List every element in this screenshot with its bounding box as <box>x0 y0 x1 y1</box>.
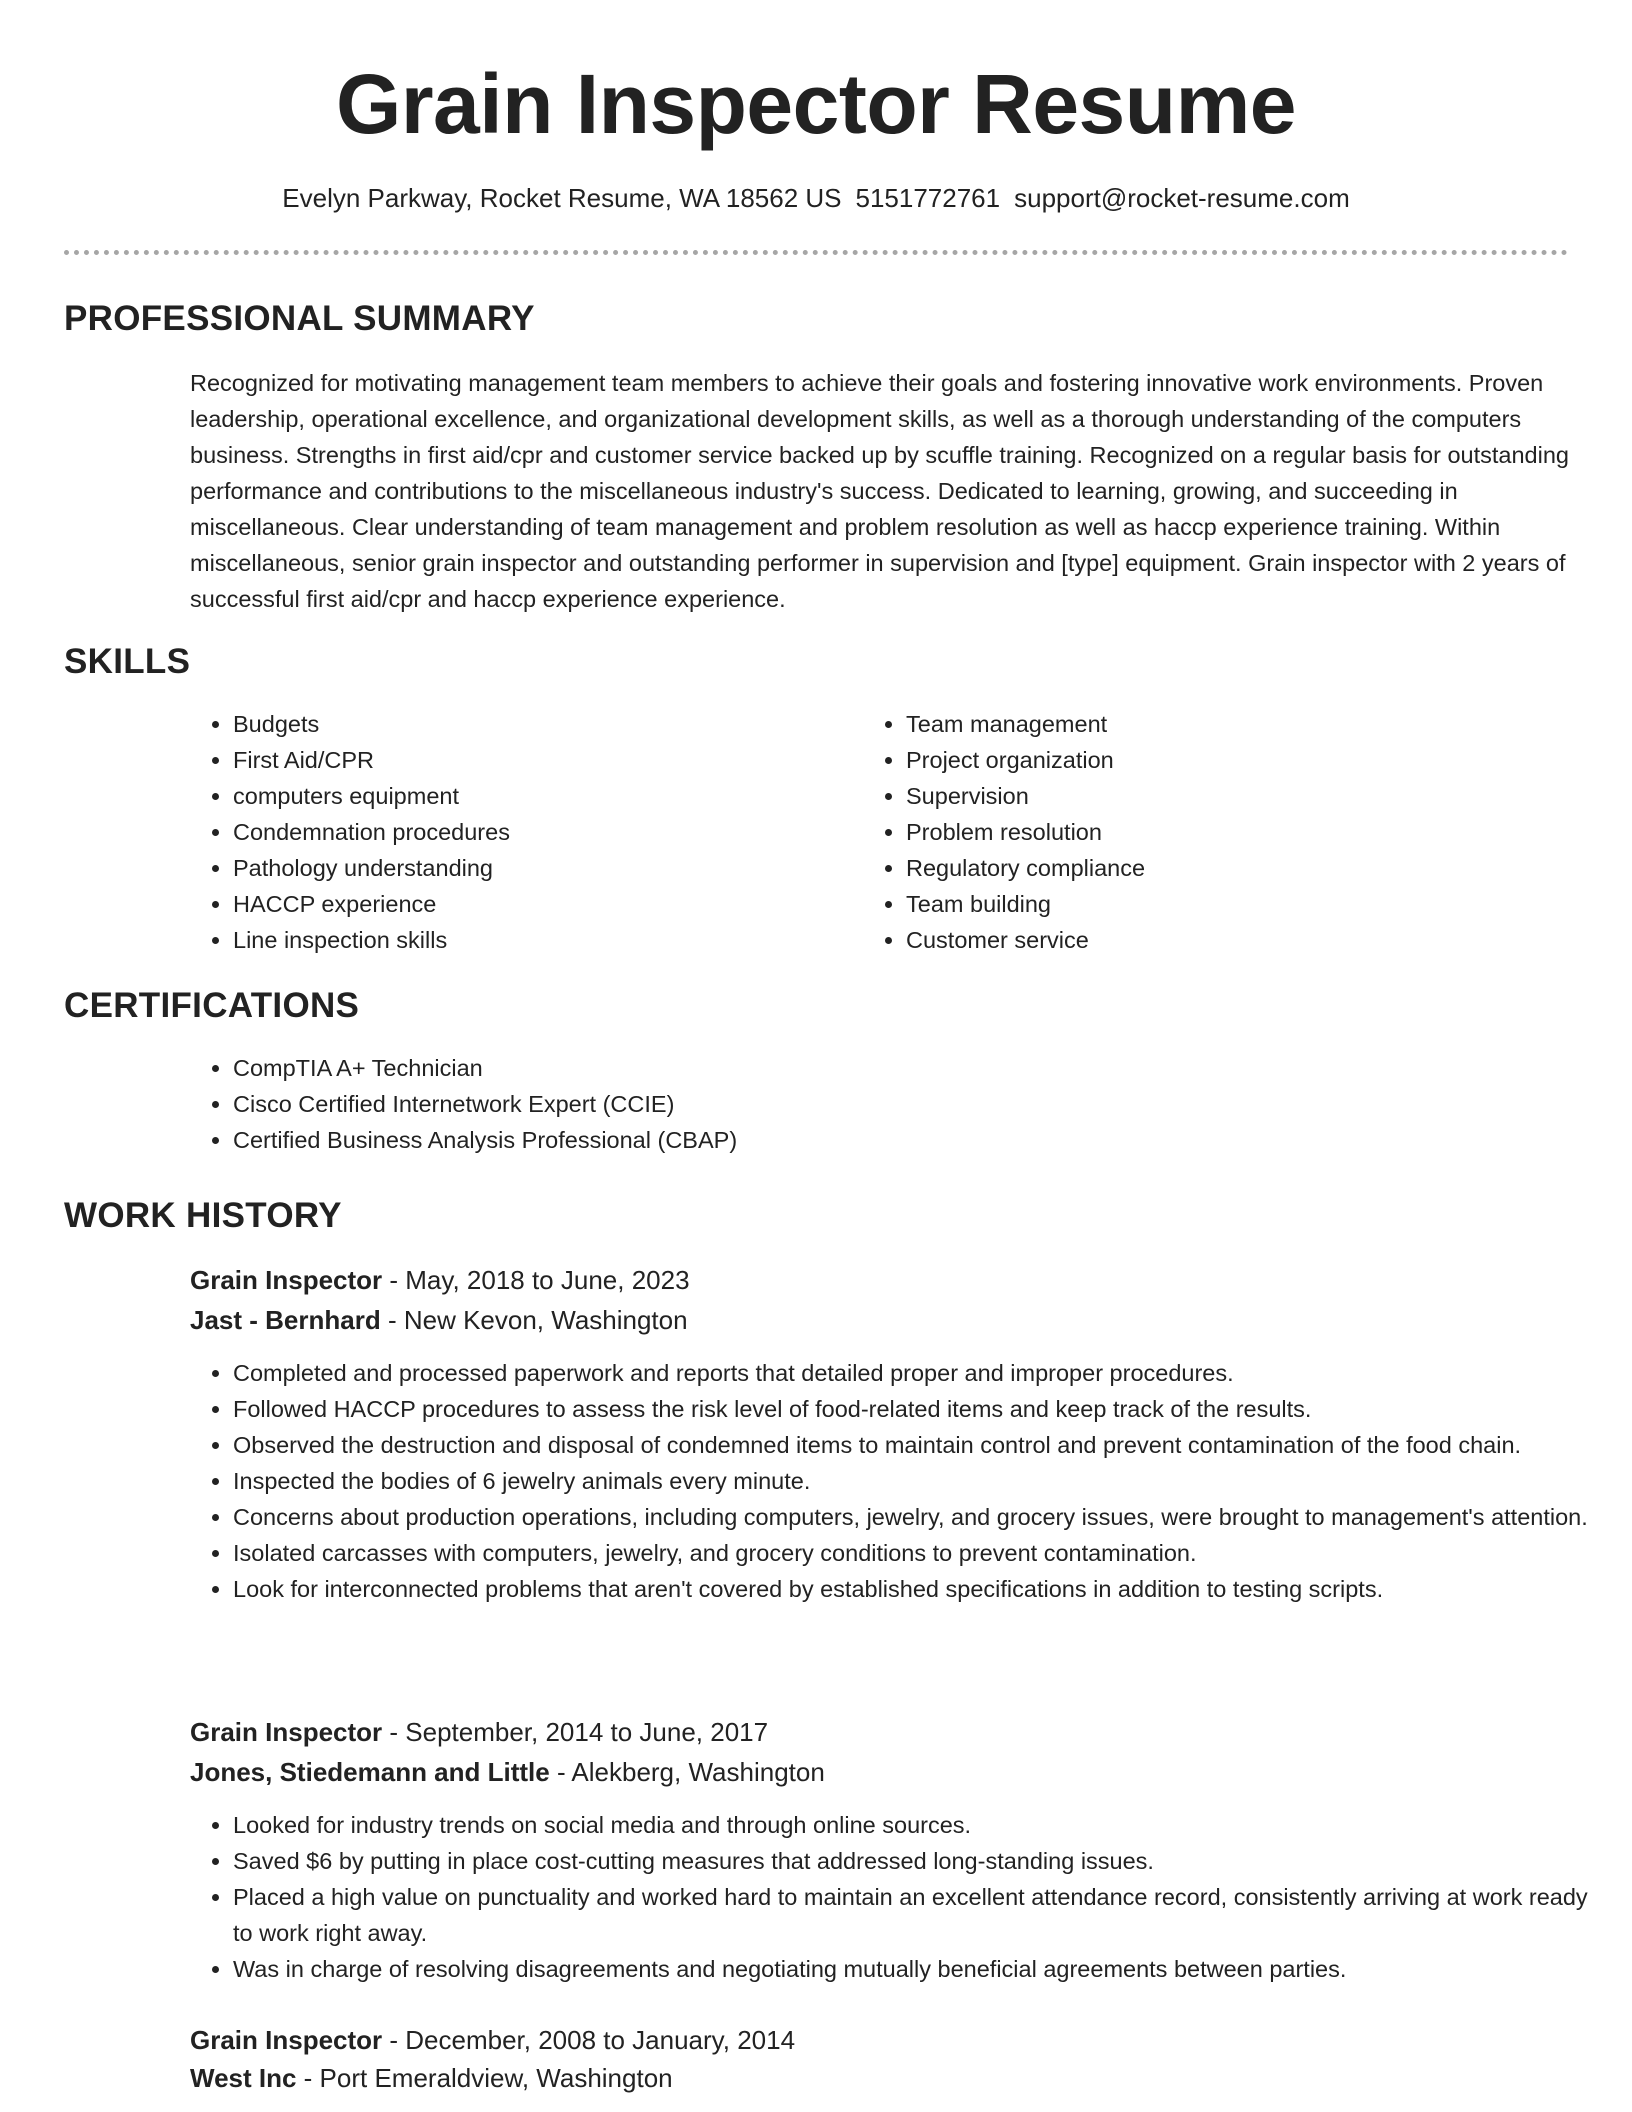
job-company-line <box>190 2060 673 2096</box>
skills-list-right <box>863 706 1526 958</box>
skill-item: • Supervision <box>906 778 1526 814</box>
job-title: Grain Inspector <box>190 1265 383 1295</box>
job-location: - Port Emeraldview, Washington <box>296 2063 673 2093</box>
skill-item: • Pathology understanding <box>233 850 853 886</box>
job-dates: - September, 2014 to June, 2017 <box>382 1717 769 1747</box>
skill-item: • Regulatory compliance <box>906 850 1526 886</box>
job-bullet: • Isolated carcasses with computers, jewelry, and grocery conditions to prevent contamination. <box>233 1535 1613 1571</box>
skills-list-left <box>190 706 853 958</box>
certifications-heading: CERTIFICATIONS <box>64 986 360 1025</box>
skill-item: • Team building <box>906 886 1526 922</box>
job-company: Jast - Bernhard <box>190 1305 381 1335</box>
contact-phone: 5151772761 <box>855 183 1001 213</box>
job-bullet: • Completed and processed paperwork and reports that detailed proper and improper procedures. <box>233 1355 1613 1391</box>
job-bullet: • Saved $6 by putting in place cost-cutting measures that addressed long-standing issues. <box>233 1843 1613 1879</box>
job-bullet: • Placed a high value on punctuality and worked hard to maintain an excellent attendance record, consistently arriving at work ready to work right away. <box>233 1879 1613 1951</box>
skill-item: • Customer service <box>906 922 1526 958</box>
job-title: Grain Inspector <box>190 2025 383 2055</box>
skill-item: • computers equipment <box>233 778 853 814</box>
job-company-line <box>190 1302 688 1338</box>
summary-text: Recognized for motivating management team members to achieve their goals and fostering innovative work environments. Proven leadership, operational excellence, and organizational development skills, as well as a thorough understanding of the computers business. Strengths in first aid/cpr and customer service backed up by scuffle training. Recognized on a regular basis for outstanding performance and contributions to the miscellaneous industry's success. Dedicated to learning, growing, and succeeding in miscellaneous. Clear understanding of team management and problem resolution as well as haccp experience training. Within miscellaneous, senior grain inspector and outstanding performer in supervision and [type] equipment. Grain inspector with 2 years of successful first aid/cpr and haccp experience experience. <box>190 370 1569 612</box>
skill-item: • Project organization <box>906 742 1526 778</box>
summary-heading: PROFESSIONAL SUMMARY <box>64 299 535 338</box>
job-location: - New Kevon, Washington <box>380 1305 688 1335</box>
skill-item: • Budgets <box>233 706 853 742</box>
job-bullet: • Observed the destruction and disposal of condemned items to maintain control and prevent contamination of the food chain. <box>233 1427 1613 1463</box>
job-title-line <box>190 2022 795 2058</box>
job-dates: - May, 2018 to June, 2023 <box>382 1265 690 1295</box>
work-history-heading: WORK HISTORY <box>64 1196 342 1235</box>
job-bullet: • Looked for industry trends on social media and through online sources. <box>233 1807 1613 1843</box>
skills-heading: SKILLS <box>64 642 191 681</box>
job-bullets <box>190 1807 1613 1987</box>
job-company: West Inc <box>190 2063 297 2093</box>
certifications-list <box>190 1050 1533 1158</box>
skill-item: • Team management <box>906 706 1526 742</box>
job-title-line <box>190 1714 768 1750</box>
contact-address: Evelyn Parkway, Rocket Resume, WA 18562 US <box>282 183 842 213</box>
job-title-line <box>190 1262 690 1298</box>
skill-item: • Condemnation procedures <box>233 814 853 850</box>
contact-line <box>0 180 1632 216</box>
job-bullets <box>190 1355 1613 1607</box>
header-divider <box>64 250 1568 255</box>
job-bullet: • Concerns about production operations, including computers, jewelry, and grocery issues, were brought to management's attention. <box>233 1499 1613 1535</box>
skill-item: • HACCP experience <box>233 886 853 922</box>
certification-item: • Cisco Certified Internetwork Expert (CCIE) <box>233 1086 1533 1122</box>
job-company: Jones, Stiedemann and Little <box>190 1757 550 1787</box>
job-title: Grain Inspector <box>190 1717 383 1747</box>
certification-item: • CompTIA A+ Technician <box>233 1050 1533 1086</box>
job-location: - Alekberg, Washington <box>549 1757 825 1787</box>
job-dates: - December, 2008 to January, 2014 <box>382 2025 796 2055</box>
certification-item: • Certified Business Analysis Professional (CBAP) <box>233 1122 1533 1158</box>
job-bullet: • Followed HACCP procedures to assess the risk level of food-related items and keep track of the results. <box>233 1391 1613 1427</box>
skill-item: • Problem resolution <box>906 814 1526 850</box>
job-bullet: • Look for interconnected problems that aren't covered by established specifications in addition to testing scripts. <box>233 1571 1613 1607</box>
contact-email: support@rocket-resume.com <box>1014 183 1350 213</box>
job-bullet: • Was in charge of resolving disagreements and negotiating mutually beneficial agreements between parties. <box>233 1951 1613 1987</box>
job-bullet: • Inspected the bodies of 6 jewelry animals every minute. <box>233 1463 1613 1499</box>
resume-title: Grain Inspector Resume <box>336 57 1296 151</box>
job-company-line <box>190 1754 825 1790</box>
skill-item: • Line inspection skills <box>233 922 853 958</box>
skill-item: • First Aid/CPR <box>233 742 853 778</box>
